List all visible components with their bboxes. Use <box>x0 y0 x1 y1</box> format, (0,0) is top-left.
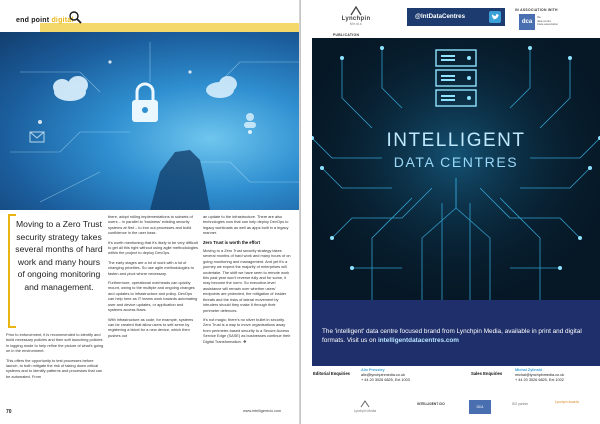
cloud-icon <box>53 76 88 101</box>
sales-label: Sales Enquiries <box>471 371 503 376</box>
twitter-handle-box[interactable] <box>407 8 505 26</box>
paragraph: This offers the opportunity to test processes before launch, to both mitigate the risk of taking down critical systems and to identify patterns and processes that can be automated. From <box>6 357 103 379</box>
section-banner <box>0 0 300 32</box>
page-number: 70 <box>6 409 12 415</box>
banner-stripe <box>40 23 300 32</box>
ad-header <box>301 0 600 38</box>
sales-contact <box>515 368 564 382</box>
cloud-security-hero-image <box>0 32 300 210</box>
lynchpin-mark-icon <box>360 400 370 408</box>
article-column-3 <box>203 214 293 348</box>
hero-illustration <box>0 32 300 210</box>
partner-logo: Lynchpin Awards <box>555 400 579 404</box>
paragraph: Prior to enforcement, it is recommended to identify and build necessary policies and then soft launching policies in logging mode to help refine the picture of what's going on in the environment. <box>6 332 104 354</box>
website-link[interactable]: intelligentdatacentres.com <box>378 337 459 344</box>
association-label: IN ASSOCIATION WITH <box>515 8 558 12</box>
publication-label: PUBLICATION <box>333 33 360 37</box>
editorial-phone: + 44 20 3026 6825, Ext 1003 <box>361 377 410 382</box>
paragraph: there, adopt rolling implementations to subsets of users – in parallel to 'business' existing security systems at first – to iron out processes and build confidence in the user base. <box>108 214 193 236</box>
brand-title: INTELLIGENT <box>386 130 526 151</box>
paragraph: Moving to a Zero Trust security strategy takes several months of hard work and many hours of on going monitoring and management. And yet it's a journey we expect the majority of enterprises will undertake. The shift we have seen to remote work this past year won't reverse fully and for some, it may become the norm. So executive-level assistance will remain over whether users' endpoints are protected, the mitigation of Insider threats and the risks of lateral movement by intruders should they make it through their perimeter defences. <box>203 248 291 313</box>
paragraph: It's not magic; there's no silver bullet in security. Zero Trust is a way to move organisations away from perimeter-based security to a Secure Access Service Edge (SASE) as businesses continue their Digital Transformation. ❖ <box>203 316 291 344</box>
paragraph: It's worth mentioning that it's likely to be very difficult to get all this right without using agile methodologies within the project to deploy DevOps. <box>108 239 198 256</box>
sales-phone: + 44 20 3026 6825, Ext 1002 <box>515 377 564 382</box>
publisher-sub: Media <box>349 22 363 26</box>
publisher-name: Lynchpin <box>341 16 371 22</box>
contact-block <box>301 366 600 388</box>
twitter-handle: @IntDataCentres <box>415 13 466 20</box>
lock-icon <box>132 84 158 122</box>
partner-logo: DCA <box>469 400 491 414</box>
promo-text: The 'intelligent' data centre focused brand from Lynchpin Media, available in print and digital formats. Visit us on intelligentdatacentres.com <box>322 328 582 344</box>
intelligent-data-centres-hero <box>312 38 600 300</box>
dca-abbr: dca <box>519 14 535 30</box>
user-icon <box>244 113 256 128</box>
paragraph: The early stages are a lot of work with a lot of changing priorities. So use agile methodologies to fasten and pivot where necessary. <box>108 259 194 276</box>
pull-quote <box>8 214 104 328</box>
section-title: end point digital <box>16 17 74 24</box>
article-column-1 <box>6 332 104 383</box>
paragraph: an update to the infrastructure. There are also technologies now that can help deploy DevOps to legacy workloads as well as apps built in a legacy manner. <box>203 214 289 236</box>
dca-logo <box>519 14 563 32</box>
pull-quote-text: Moving to a Zero Trust security strategy takes several months of hard work and many hours of ongoing monitoring and management. <box>15 219 103 292</box>
server-rack-icon <box>432 48 480 110</box>
partner-logo: INTELLIGENT CIO <box>417 402 445 406</box>
sales-email[interactable]: michal@lynchpinmedia.co.uk <box>515 372 565 377</box>
partner-logo: ISO partner <box>511 402 529 406</box>
sales-name: Michal Zylinski <box>515 368 543 372</box>
editorial-label: Editorial Enquiries <box>313 371 350 376</box>
article-subheading: Zero Trust is worth the effort <box>203 239 260 245</box>
article-column-2 <box>108 214 198 342</box>
editorial-name: Alix Pressley <box>361 368 385 372</box>
dca-text: the data centre trade association <box>537 15 559 27</box>
right-page <box>301 0 600 424</box>
footer-url: www.intelligentcio.com <box>243 409 282 413</box>
hand-silhouette <box>150 150 210 210</box>
editorial-email[interactable]: alix@lynchpinmedia.co.uk <box>361 372 405 377</box>
twitter-bird-icon <box>489 11 501 23</box>
editorial-contact <box>361 368 410 382</box>
magnifier-icon <box>68 10 82 24</box>
paragraph: With infrastructure as code, for example, systems can be created that allow users to self-serve by registering a ticket for a new device, which then pushes out <box>108 316 194 338</box>
paragraph: Furthermore, operational overheads can quickly mount, owing to the multiple and ongoing changes and updates to infrastructure and policy. DevOps can help here as IT teams work towards automating user and device updates, or application and systems access flows. <box>108 280 198 313</box>
lynchpin-mark-icon <box>350 6 362 16</box>
envelope-icon <box>30 132 44 142</box>
partner-logo: Lynchpin Media <box>345 400 385 413</box>
brand-subtitle: DATA CENTRES <box>393 154 519 170</box>
partner-logos <box>301 388 600 424</box>
